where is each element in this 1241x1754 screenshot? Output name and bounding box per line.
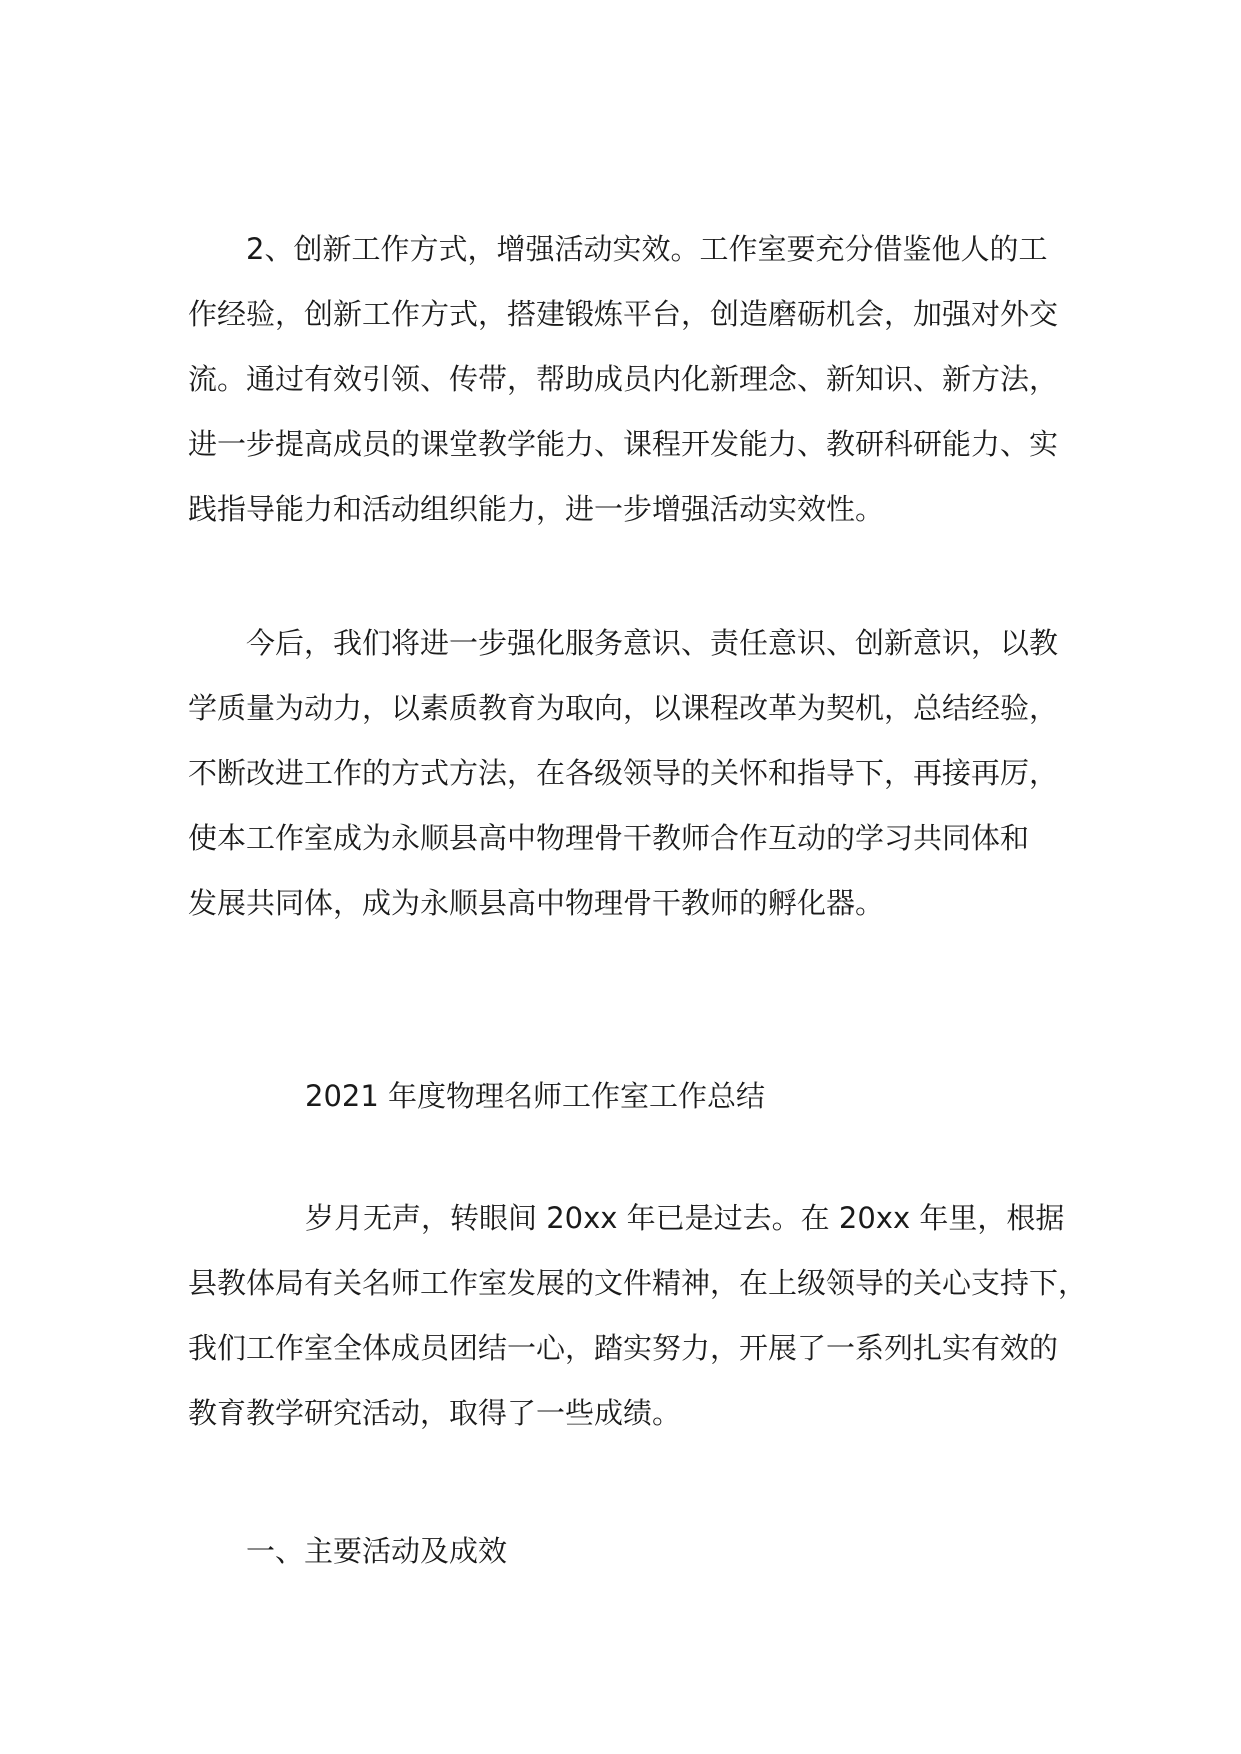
title-text: 2021 年度物理名师工作室工作总结 — [305, 1079, 766, 1113]
paragraph-line: 作经验，创新工作方式，搭建锻炼平台，创造磨砺机会，加强对外交 — [188, 297, 1059, 331]
paragraph-line: 使本工作室成为永顺县高中物理骨干教师合作互动的学习共同体和 — [188, 821, 1030, 855]
paragraph-line: 县教体局有关名师工作室发展的文件精神，在上级领导的关心支持下， — [188, 1266, 1088, 1300]
paragraph-line: 我们工作室全体成员团结一心，踏实努力，开展了一系列扎实有效的 — [188, 1331, 1059, 1365]
paragraph-line: 学质量为动力，以素质教育为取向，以课程改革为契机，总结经验， — [188, 691, 1059, 725]
section-heading-text: 一、主要活动及成效 — [246, 1534, 508, 1568]
paragraph-line: 流。通过有效引领、传带，帮助成员内化新理念、新知识、新方法， — [188, 362, 1059, 396]
paragraph-line: 2、创新工作方式，增强活动实效。工作室要充分借鉴他人的工 — [246, 232, 1048, 266]
paragraph-intro — [188, 1186, 1088, 1446]
paragraph-line: 不断改进工作的方式方法，在各级领导的关怀和指导下，再接再厉， — [188, 756, 1059, 790]
document-title — [188, 1064, 1088, 1129]
paragraph-line: 发展共同体，成为永顺县高中物理骨干教师的孵化器。 — [188, 886, 885, 920]
paragraph-future — [188, 611, 1088, 936]
paragraph-line: 今后，我们将进一步强化服务意识、责任意识、创新意识，以教 — [246, 626, 1059, 660]
paragraph-line: 践指导能力和活动组织能力，进一步增强活动实效性。 — [188, 492, 885, 526]
section-heading — [188, 1519, 1088, 1584]
paragraph-line: 教育教学研究活动，取得了一些成绩。 — [188, 1396, 682, 1430]
paragraph-line: 进一步提高成员的课堂教学能力、课程开发能力、教研科研能力、实 — [188, 427, 1059, 461]
paragraph-innovation — [188, 217, 1088, 542]
paragraph-line: 岁月无声，转眼间 20xx 年已是过去。在 20xx 年里，根据 — [305, 1201, 1065, 1235]
